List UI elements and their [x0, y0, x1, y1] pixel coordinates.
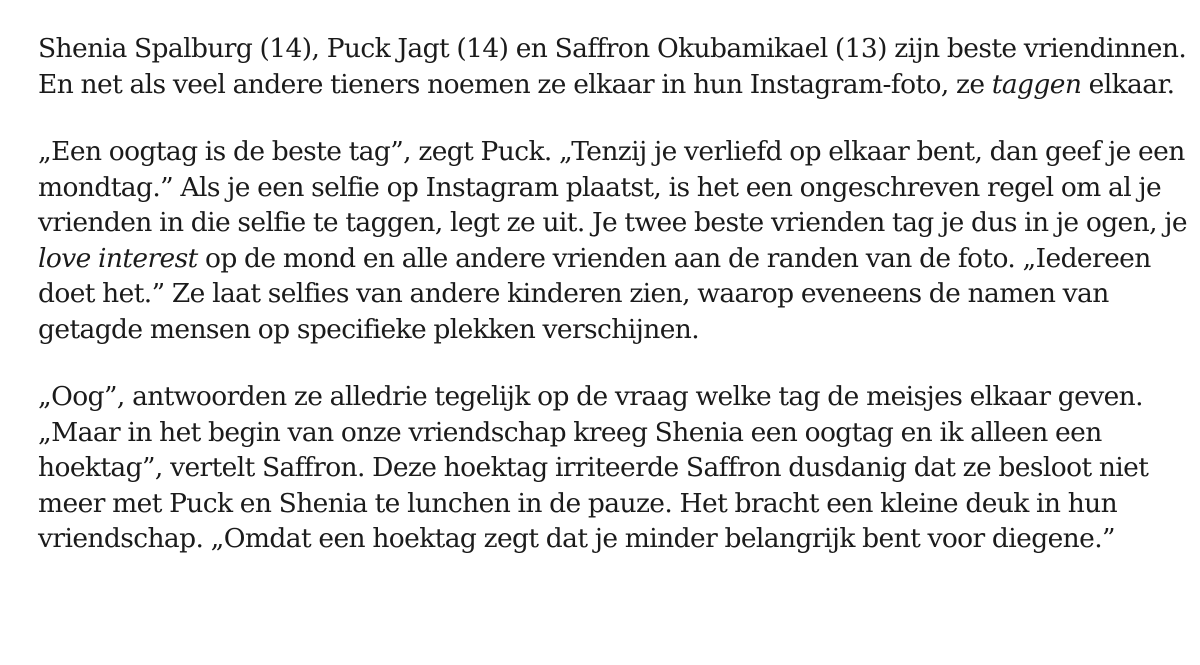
text-line [38, 31, 1188, 67]
paragraph-1 [38, 31, 1188, 102]
text-segment: meer met Puck en Shenia te lunchen in de pauze. Het bracht een kleine deuk in hun [38, 487, 1118, 519]
text-segment: Shenia Spalburg (14), Puck Jagt (14) en Saffron Okubamikael (13) zijn beste vriendinnen. [38, 33, 1187, 64]
text-segment: vrienden in die selfie te taggen, legt ze uit. Je twee beste vrienden tag je dus in je ogen, je [38, 207, 1187, 238]
text-segment: getagde mensen op specifieke plekken verschijnen. [38, 313, 700, 345]
text-segment: op de mond en alle andere vrienden aan de randen van de foto. „Iedereen [197, 242, 1151, 274]
text-line [38, 379, 1188, 415]
text-line [38, 205, 1188, 241]
emphasis-text: taggen [991, 68, 1082, 100]
text-segment: „Oog”, antwoorden ze alledrie tegelijk op de vraag welke tag de meisjes elkaar geven. [38, 381, 1143, 412]
text-line [38, 450, 1188, 486]
text-segment: vriendschap. „Omdat een hoektag zegt dat je minder belangrijk bent voor diegene.” [38, 523, 1116, 554]
text-line [38, 521, 1188, 557]
paragraph-3 [38, 379, 1188, 557]
text-segment: hoektag”, vertelt Saffron. Deze hoektag irriteerde Saffron dusdanig dat ze besloot niet [38, 452, 1149, 483]
text-segment: „Een oogtag is de beste tag”, zegt Puck. „Tenzij je verliefd op elkaar bent, dan geef je een [38, 136, 1185, 167]
text-line [38, 170, 1188, 206]
text-segment: „Maar in het begin van onze vriendschap kreeg Shenia een oogtag en ik alleen een [38, 416, 1102, 448]
text-segment: elkaar. [1081, 68, 1175, 100]
emphasis-text: love interest [38, 242, 198, 274]
text-segment: mondtag.” Als je een selfie op Instagram plaatst, is het een ongeschreven regel om al je [38, 171, 1162, 203]
text-line [38, 134, 1188, 170]
text-line [38, 67, 1188, 103]
text-line [38, 241, 1188, 277]
text-line [38, 415, 1188, 451]
article-body [38, 31, 1188, 589]
text-segment: doet het.” Ze laat selfies van andere kinderen zien, waarop eveneens de namen van [38, 278, 1109, 309]
text-line [38, 486, 1188, 522]
text-line [38, 312, 1188, 348]
paragraph-2 [38, 134, 1188, 347]
text-segment: En net als veel andere tieners noemen ze elkaar in hun Instagram-foto, ze [38, 68, 992, 100]
text-line [38, 276, 1188, 312]
